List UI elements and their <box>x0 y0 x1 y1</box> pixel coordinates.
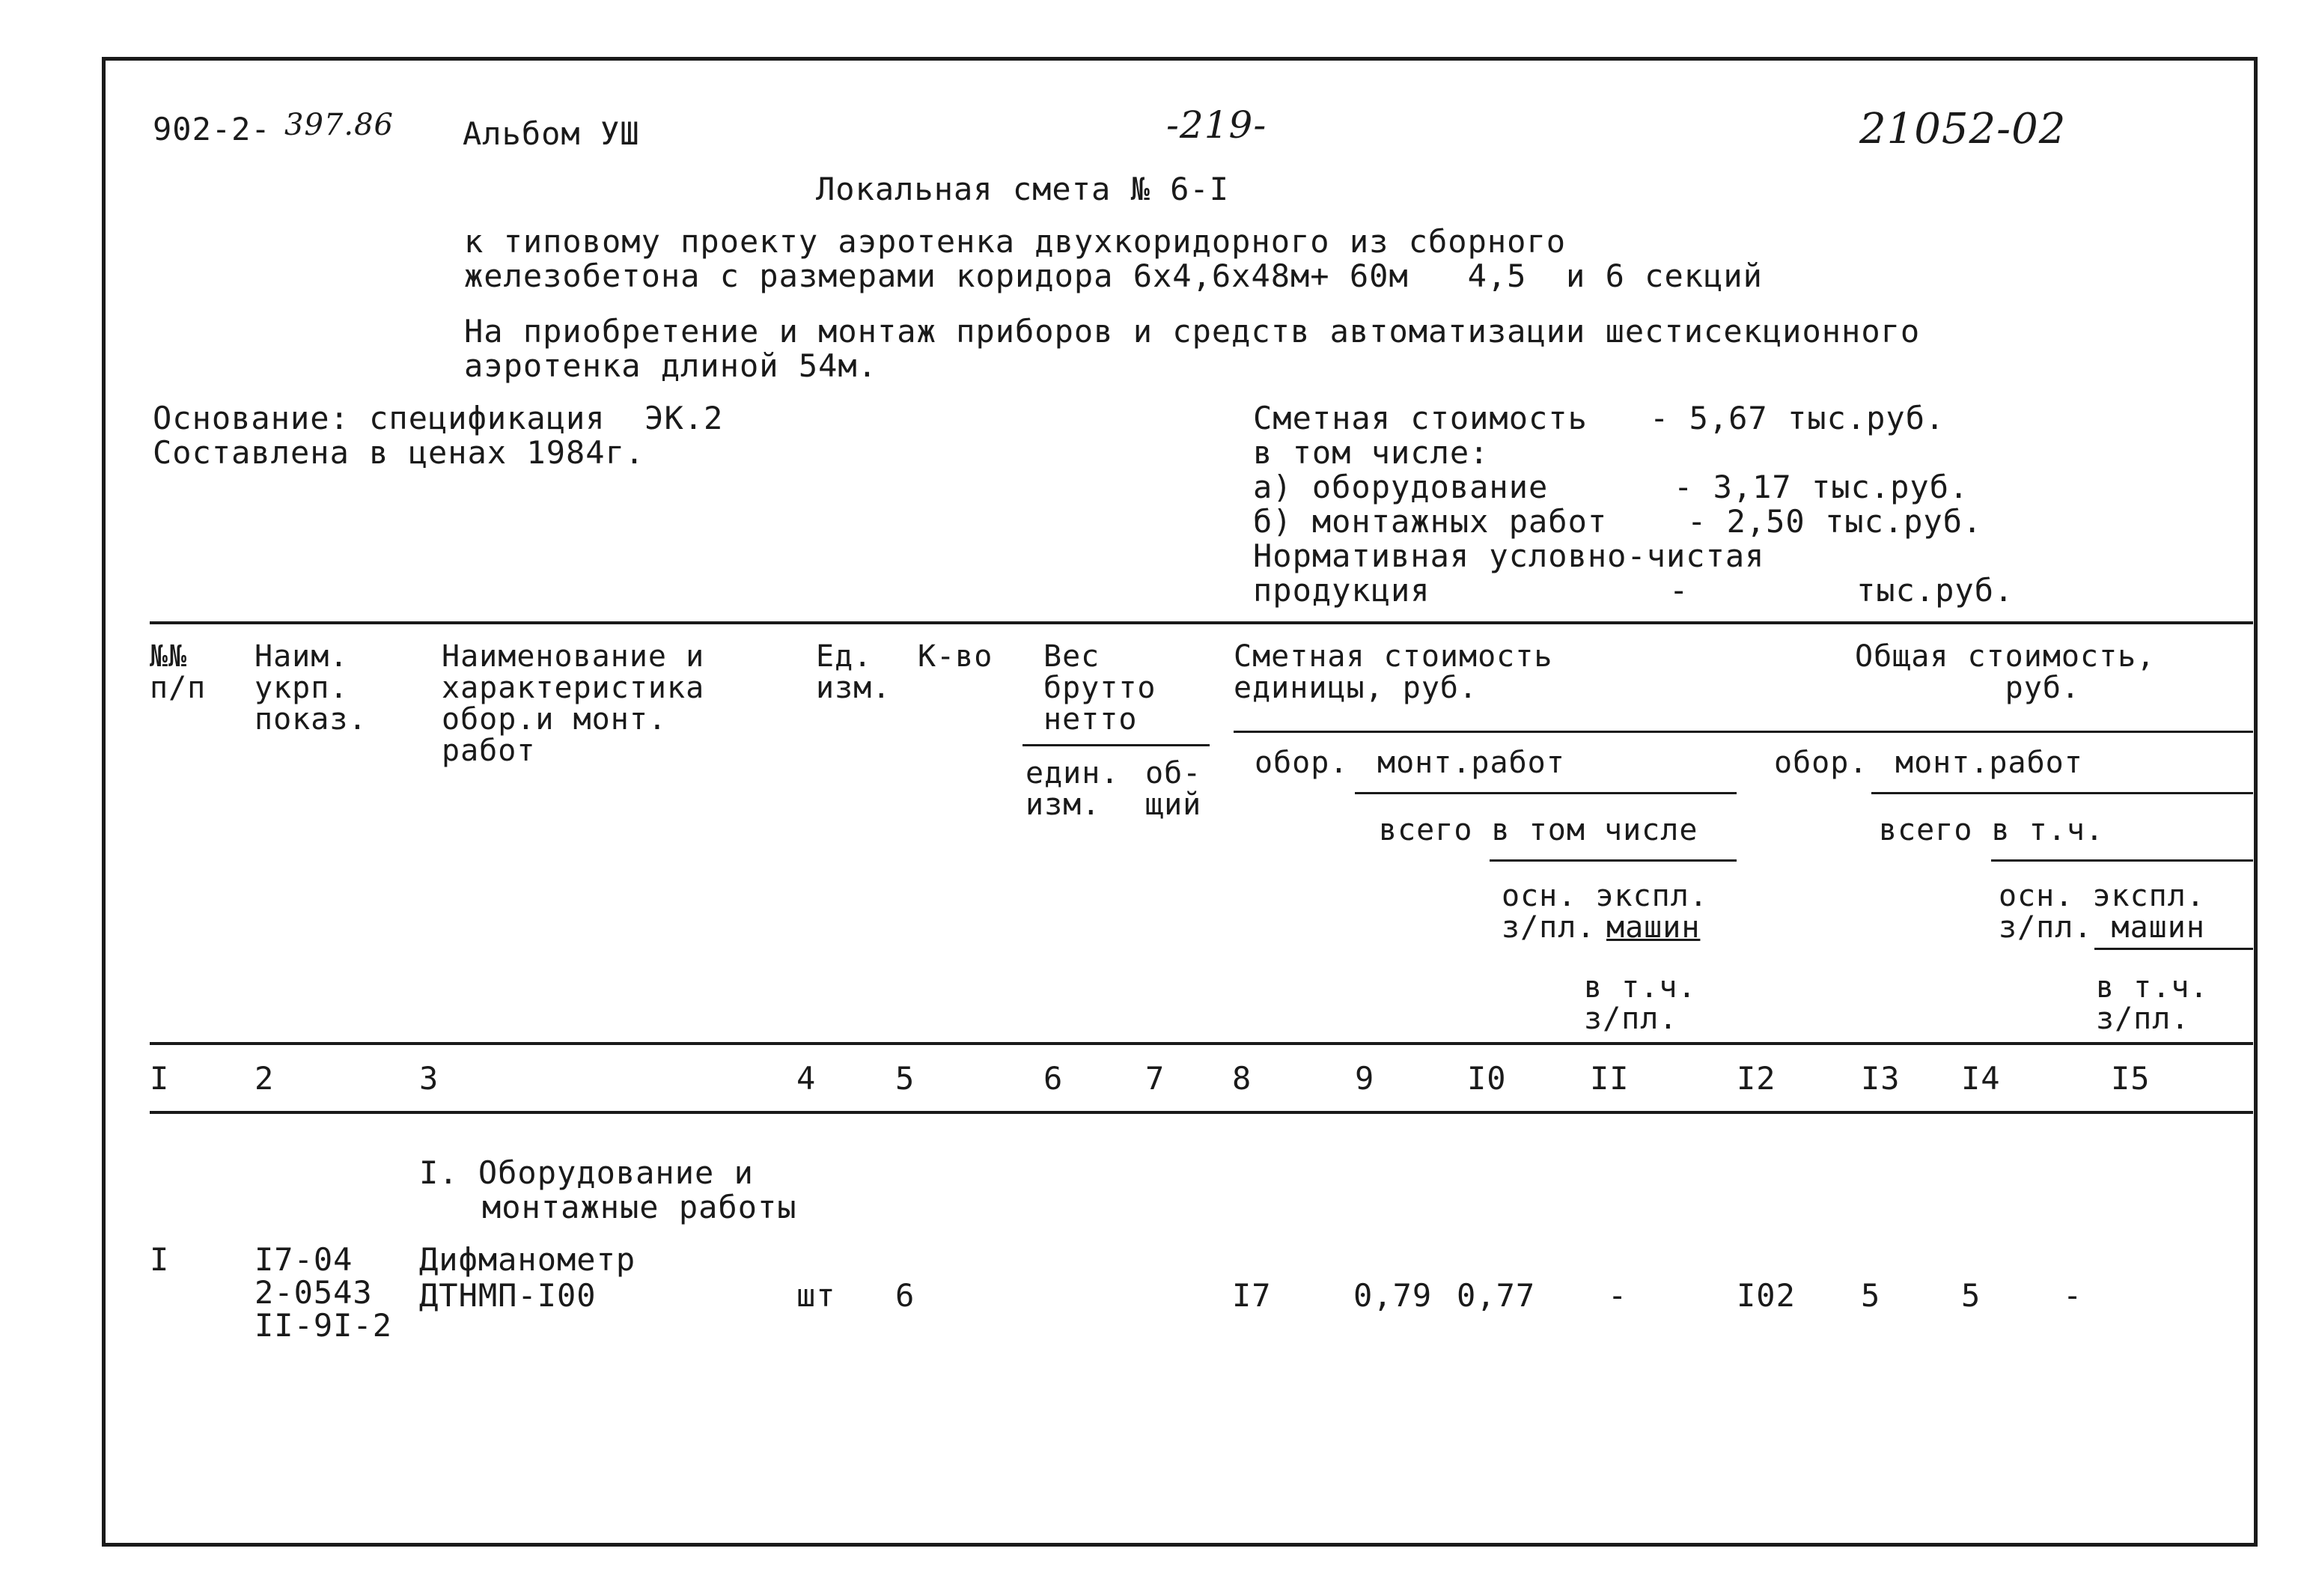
installation-label: б) монтажных работ <box>1253 503 1608 540</box>
row-unit: шт <box>796 1277 836 1314</box>
row-mont-unit-mash: - <box>1608 1277 1628 1314</box>
total-cost-value: - 5,67 тыс.руб. <box>1650 400 1945 436</box>
colnum-10: I0 <box>1467 1060 1507 1097</box>
colnum-5: 5 <box>895 1060 915 1097</box>
normative-label-2: продукция <box>1253 572 1430 609</box>
normative-label-1: Нормативная условно-чистая <box>1253 537 1765 574</box>
col-name-header: Наименование и характеристика обор.и монт. работ <box>442 639 705 768</box>
colnum-3: 3 <box>419 1060 439 1097</box>
colnum-bottom-rule <box>150 1111 2253 1114</box>
colnum-8: 8 <box>1232 1060 1252 1097</box>
colnum-7: 7 <box>1145 1060 1165 1097</box>
col-weight-header: Вес брутто <box>1043 639 1156 705</box>
row-equip-unit-cost: I7 <box>1232 1277 1272 1314</box>
cost-rule-1 <box>1234 731 2253 733</box>
mont-total-header: монт.работ <box>1895 746 2083 780</box>
equip-unit-header: обор. <box>1255 746 1349 780</box>
row-name-2: ДТНМП-I00 <box>419 1277 597 1314</box>
osn-total-header: осн. экспл. з/пл. машин <box>1999 879 2205 945</box>
mont-total-rule <box>1871 792 2253 794</box>
row-code-2: 2-0543 <box>255 1274 373 1311</box>
row-mont-unit-total: 0,79 <box>1353 1277 1433 1314</box>
vtch-unit-header: в т.ч. з/пл. <box>1584 970 1697 1036</box>
total-cost-label: Сметная стоимость <box>1253 400 1588 436</box>
purpose-line-2: аэротенка длиной 54м. <box>464 347 878 384</box>
osn-total-rule <box>1991 859 2253 862</box>
normative-unit: тыс.руб. <box>1856 572 2014 609</box>
installation-value: - 2,50 тыс.руб. <box>1687 503 1983 540</box>
row-code-1: I7-04 <box>255 1241 353 1278</box>
vtch-total-header: в т.ч. з/пл. <box>2096 970 2209 1036</box>
all-incl-unit-header: всего в том числе <box>1379 813 1698 847</box>
row-num: I <box>150 1241 170 1278</box>
colnum-9: 9 <box>1355 1060 1375 1097</box>
normative-dash: - <box>1669 572 1689 609</box>
row-code-3: II-9I-2 <box>255 1307 393 1344</box>
row-mont-unit-osn: 0,77 <box>1457 1277 1536 1314</box>
mash-unit-header: машин <box>1606 910 1701 945</box>
row-mont-total-osn: 5 <box>1961 1277 1981 1314</box>
col-qty-header: К-во <box>918 639 993 674</box>
colnum-12: I2 <box>1737 1060 1776 1097</box>
col-unit-cost-header: Сметная стоимость единицы, руб. <box>1234 639 1553 705</box>
subject-line-2: железобетона с размерами коридора 6х4,6х48м+ 60м 4,5 и 6 секций <box>464 258 1763 294</box>
weight-rule <box>1023 744 1210 746</box>
section-title-1: I. Оборудование и <box>419 1154 754 1191</box>
equip-total-header: обор. <box>1774 746 1868 780</box>
osn-unit-header: осн. экспл. з/пл. <box>1502 879 1708 945</box>
col-total-cost-header: Общая стоимость, руб. <box>1855 639 2156 705</box>
equipment-value: - 3,17 тыс.руб. <box>1674 469 1969 505</box>
table-top-rule <box>150 621 2253 624</box>
project-code-handwritten: 397.86 <box>284 108 394 142</box>
header-bottom-rule <box>150 1042 2253 1045</box>
row-equip-total-cost: I02 <box>1737 1277 1796 1314</box>
estimate-title: Локальная смета № 6-I <box>816 171 1230 207</box>
sheet-code: 21052-02 <box>1859 105 2067 153</box>
colnum-6: 6 <box>1043 1060 1064 1097</box>
row-name-1: Дифманометр <box>419 1241 636 1278</box>
project-code: 902-2- <box>153 111 271 147</box>
col-unit-header: Ед. изм. <box>816 639 892 705</box>
vtch-total-rule <box>2094 948 2253 950</box>
mont-unit-rule <box>1355 792 1737 794</box>
col-weight-unit: един. изм. <box>1025 756 1120 822</box>
osn-unit-rule <box>1490 859 1737 862</box>
colnum-13: I3 <box>1861 1060 1901 1097</box>
album-label: Альбом УШ <box>463 115 640 152</box>
mont-unit-header: монт.работ <box>1377 746 1565 780</box>
col-num-header: №№ п/п <box>150 639 207 705</box>
row-qty: 6 <box>895 1277 915 1314</box>
equipment-label: а) оборудование <box>1253 469 1549 505</box>
col-code-header: Наим. укрп. показ. <box>255 639 368 737</box>
col-weight-netto: нетто <box>1043 702 1138 737</box>
row-mont-total: 5 <box>1861 1277 1881 1314</box>
subject-line-1: к типовому проекту аэротенка двухкоридорного из сборного <box>464 223 1567 260</box>
page-number: -219- <box>1166 103 1267 147</box>
basis-line-2: Составлена в ценах 1984г. <box>153 434 645 471</box>
colnum-4: 4 <box>796 1060 817 1097</box>
colnum-2: 2 <box>255 1060 275 1097</box>
colnum-15: I5 <box>2111 1060 2151 1097</box>
all-incl-total-header: всего в т.ч. <box>1879 813 2104 847</box>
row-mont-total-mash: - <box>2063 1277 2083 1314</box>
section-title-2: монтажные работы <box>482 1189 797 1225</box>
colnum-14: I4 <box>1961 1060 2001 1097</box>
col-weight-total: об- щий <box>1145 756 1202 822</box>
colnum-11: II <box>1590 1060 1630 1097</box>
purpose-line-1: На приобретение и монтаж приборов и средств автоматизации шестисекционного <box>464 313 1921 350</box>
basis-line-1: Основание: спецификация ЭК.2 <box>153 400 724 436</box>
including-label: в том числе: <box>1253 434 1490 471</box>
colnum-1: I <box>150 1060 170 1097</box>
